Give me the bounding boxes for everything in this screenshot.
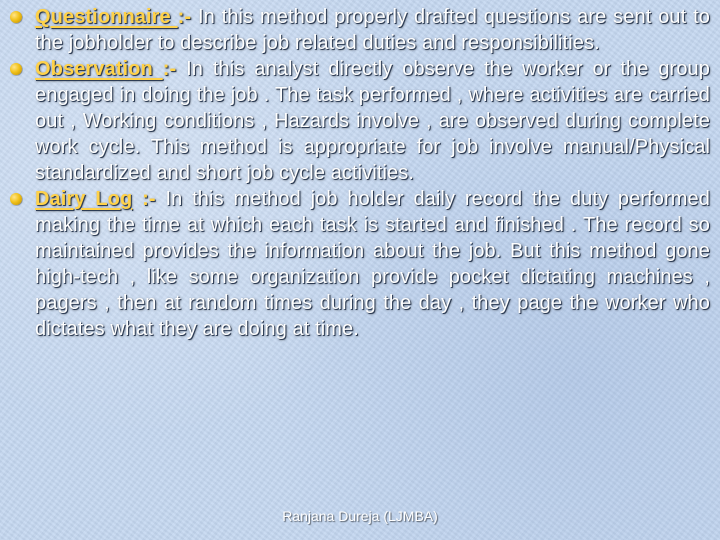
bullet-dairy-log (10, 186, 710, 342)
bullet-separator: :- (177, 6, 192, 28)
bullet-term: Observation (35, 58, 163, 80)
bullet-text: In this method properly drafted questions are sent out to the jobholder to describe job related duties and responsibilities. (35, 6, 710, 54)
bullet-dot-icon (10, 11, 22, 23)
bullet-observation (10, 56, 710, 186)
bullet-text: In this analyst directly observe the worker or the group engaged in doing the job . The task performed , where activities are carried out , Working conditions , Hazards involve , are observed during complete work cycle. This method is appropriate for job involve manual/Physical standardized and short job cycle activities. (35, 58, 710, 184)
bullet-questionnaire (10, 4, 710, 56)
bullet-separator: :- (132, 188, 156, 210)
bullet-term: Dairy Log (35, 188, 133, 210)
bullet-dot-icon (10, 193, 22, 205)
bullet-list (10, 4, 710, 342)
footer-author: Ranjana Dureja (LJMBA) (282, 508, 438, 524)
bullet-term: Questionnaire (35, 6, 178, 28)
bullet-dot-icon (10, 63, 22, 75)
bullet-text: In this method job holder daily record the duty performed making the time at which each task is started and finished . The record so maintained provides the information about the job. But this method gone high-tech , like some organization provide pocket dictating machines , pagers , then at random times during the day , they page the worker who dictates what they are doing at time. (35, 188, 710, 340)
bullet-separator: :- (162, 58, 177, 80)
